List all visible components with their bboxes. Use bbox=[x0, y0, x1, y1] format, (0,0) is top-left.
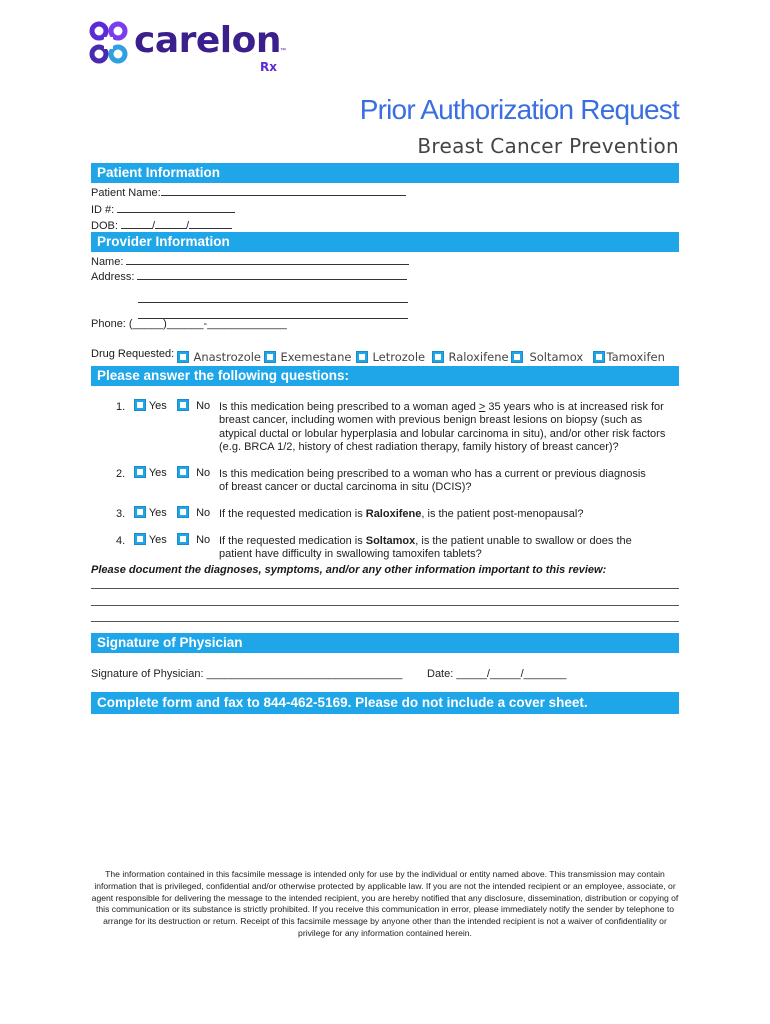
drug-option-label: Raloxifene bbox=[448, 350, 509, 364]
question-line: Is this medication being prescribed to a woman aged bbox=[219, 401, 479, 413]
patient-name-row bbox=[91, 185, 406, 199]
question-line: If the requested medication is bbox=[219, 535, 366, 547]
question-number: 4. bbox=[116, 535, 126, 547]
drug-option-letrozole[interactable] bbox=[356, 348, 425, 366]
drug-option-exemestane[interactable] bbox=[264, 348, 351, 366]
carelon-mark-icon bbox=[88, 20, 130, 66]
drug-name: Soltamox bbox=[365, 535, 416, 547]
q4-no[interactable] bbox=[177, 533, 210, 546]
trademark-mark: ™ bbox=[280, 48, 286, 54]
drug-requested-row bbox=[91, 348, 174, 360]
drug-option-tamoxifen[interactable] bbox=[593, 348, 665, 366]
checkbox[interactable] bbox=[134, 533, 146, 545]
checkbox[interactable] bbox=[177, 351, 189, 363]
provider-name-field[interactable] bbox=[126, 254, 409, 265]
questions-header: Please answer the following questions: bbox=[91, 366, 679, 386]
yes-label: Yes bbox=[148, 467, 167, 479]
drug-option-label: Letrozole bbox=[372, 350, 426, 364]
brand-name: carelon bbox=[134, 20, 282, 61]
brand-sub: Rx bbox=[260, 60, 277, 74]
checkbox[interactable] bbox=[177, 506, 189, 518]
no-label: No bbox=[196, 507, 211, 519]
checkbox[interactable] bbox=[134, 399, 146, 411]
provider-phone-field[interactable]: Phone: (_____)______-_____________ bbox=[91, 318, 287, 330]
drug-option-label: Exemestane bbox=[280, 350, 352, 364]
checkbox[interactable] bbox=[134, 506, 146, 518]
provider-address-field-2[interactable] bbox=[138, 292, 408, 303]
patient-id-label: ID #: bbox=[91, 204, 115, 216]
checkbox[interactable] bbox=[593, 351, 605, 363]
provider-name-row bbox=[91, 254, 409, 268]
question-text bbox=[219, 401, 684, 455]
q1-yes[interactable] bbox=[134, 399, 167, 412]
fax-notice-banner: Complete form and fax to 844-462-5169. Please do not include a cover sheet. bbox=[91, 692, 679, 714]
provider-address-row bbox=[91, 269, 407, 283]
question-line: of breast cancer or ductal carcinoma in situ (DCIS)? bbox=[219, 481, 472, 494]
notes-line-2[interactable] bbox=[91, 605, 679, 606]
signature-field[interactable]: Signature of Physician: ________________________________ bbox=[91, 668, 403, 680]
provider-name-label: Name: bbox=[91, 256, 124, 268]
question-number: 1. bbox=[116, 401, 126, 413]
question-line: patient have difficulty in swallowing tamoxifen tablets? bbox=[219, 548, 482, 561]
drug-option-label: Tamoxifen bbox=[606, 350, 665, 364]
no-label: No bbox=[196, 534, 211, 546]
question-line: (e.g. BRCA 1/2, history of chest radiation therapy, family history of breast cancer)? bbox=[219, 441, 619, 454]
patient-info-header: Patient Information bbox=[91, 163, 679, 183]
question-line: , is the patient post-menopausal? bbox=[421, 508, 584, 520]
page-title: Prior Authorization Request bbox=[359, 94, 679, 125]
q4-yes[interactable] bbox=[134, 533, 167, 546]
q1-no[interactable] bbox=[177, 399, 210, 412]
checkbox[interactable] bbox=[177, 466, 189, 478]
q3-yes[interactable] bbox=[134, 506, 167, 519]
checkbox[interactable] bbox=[177, 533, 189, 545]
provider-info-header: Provider Information bbox=[91, 232, 679, 252]
yes-label: Yes bbox=[148, 534, 167, 546]
question-line: If the requested medication is bbox=[219, 508, 366, 520]
patient-id-field[interactable] bbox=[117, 202, 235, 213]
signature-header: Signature of Physician bbox=[91, 633, 679, 653]
documentation-prompt: Please document the diagnoses, symptoms, and/or any other information important to this review: bbox=[91, 564, 607, 576]
notes-line-1[interactable] bbox=[91, 588, 679, 589]
provider-address-label: Address: bbox=[91, 271, 135, 283]
notes-line-3[interactable] bbox=[91, 621, 679, 622]
checkbox[interactable] bbox=[264, 351, 276, 363]
dob-month-field[interactable] bbox=[121, 218, 152, 229]
checkbox[interactable] bbox=[432, 351, 444, 363]
patient-dob-label: DOB: bbox=[91, 220, 118, 232]
provider-address-field-1[interactable] bbox=[137, 269, 407, 280]
question-text bbox=[219, 535, 684, 562]
patient-name-field[interactable] bbox=[161, 185, 406, 196]
q3-no[interactable] bbox=[177, 506, 210, 519]
q2-no[interactable] bbox=[177, 466, 210, 479]
question-text bbox=[219, 508, 684, 521]
question-line: 35 years who is at increased risk for bbox=[485, 401, 664, 413]
drug-option-raloxifene[interactable] bbox=[432, 348, 509, 366]
carelon-rx-logo bbox=[88, 18, 298, 80]
drug-option-soltamox[interactable] bbox=[511, 348, 583, 366]
question-line: , is the patient unable to swallow or does the bbox=[415, 535, 632, 547]
q2-yes[interactable] bbox=[134, 466, 167, 479]
yes-label: Yes bbox=[148, 507, 167, 519]
no-label: No bbox=[196, 400, 211, 412]
confidentiality-notice: The information contained in this facsimile message is intended only for use by the individual or entity named above. This transmission may contain information that is privileged, confidential and/or otherwise protected by applicable law. If you are not the intended recipient or an employee, associate, or agent responsible for delivering the message to the intended recipient, you are hereby notified that any disclosure, dissemination, distribution or copying of this communication or its substance is strictly prohibited. If you receive this communication in error, please immediately notify the sender by telephone to arrange for its destruction or return. Receipt of this facsimile message by anyone other than the intended recipient is not a waiver of confidentiality or privilege for any information contained herein. bbox=[91, 869, 679, 938]
yes-label: Yes bbox=[148, 400, 167, 412]
question-text bbox=[219, 468, 684, 495]
date-field[interactable]: Date: _____/_____/_______ bbox=[427, 668, 567, 680]
question-number: 3. bbox=[116, 508, 126, 520]
drug-requested-label: Drug Requested: bbox=[91, 348, 175, 360]
patient-dob-row: DOB: / / bbox=[91, 218, 232, 232]
dob-year-field[interactable] bbox=[189, 218, 232, 229]
drug-option-label: Anastrozole bbox=[193, 350, 262, 364]
drug-name: Raloxifene bbox=[365, 508, 422, 520]
patient-id-row bbox=[91, 202, 235, 216]
no-label: No bbox=[196, 467, 211, 479]
ge-symbol: > bbox=[478, 401, 486, 413]
checkbox[interactable] bbox=[134, 466, 146, 478]
page-subtitle: Breast Cancer Prevention bbox=[417, 134, 679, 158]
question-line: breast cancer, including women with previous benign breast lesions on biopsy (such as bbox=[219, 414, 643, 427]
dob-day-field[interactable] bbox=[155, 218, 186, 229]
drug-option-anastrozole[interactable] bbox=[177, 348, 261, 366]
drug-option-label: Soltamox bbox=[529, 350, 584, 364]
patient-name-label: Patient Name: bbox=[91, 187, 161, 199]
question-line: atypical ductal or lobular hyperplasia and lobular carcinoma in situ), and/or other risk factors bbox=[219, 427, 666, 440]
question-number: 2. bbox=[116, 468, 126, 480]
question-line: Is this medication being prescribed to a woman who has a current or previous diagnosis bbox=[219, 468, 646, 480]
checkbox[interactable] bbox=[177, 399, 189, 411]
checkbox[interactable] bbox=[356, 351, 368, 363]
checkbox[interactable] bbox=[511, 351, 523, 363]
